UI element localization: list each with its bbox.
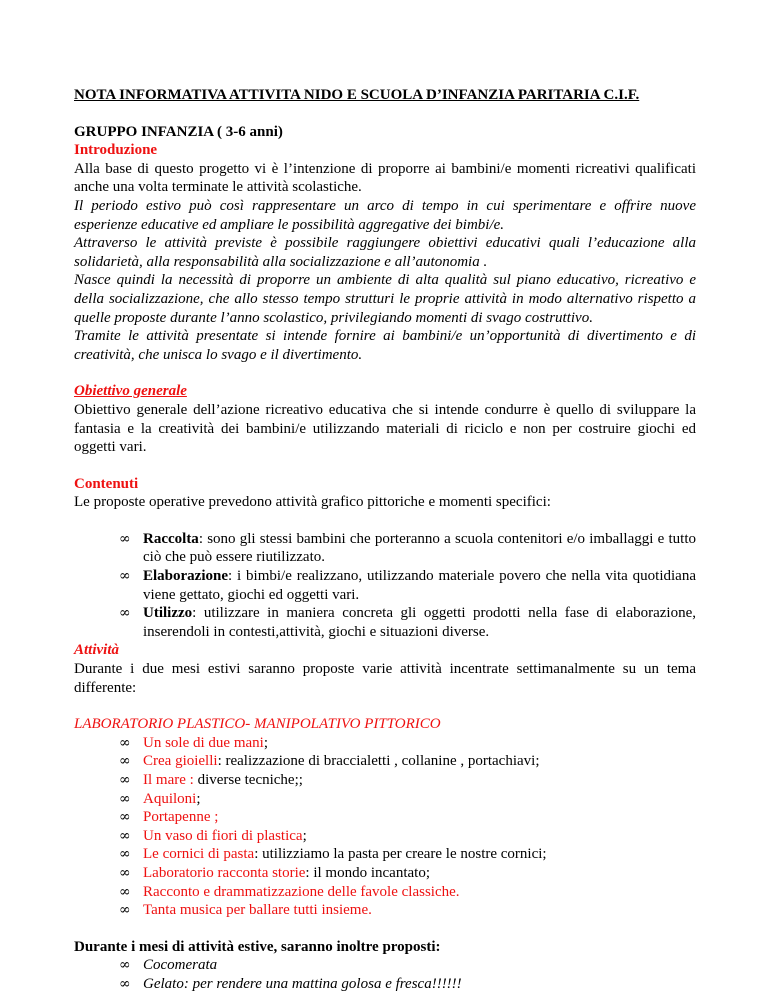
bullet-icon: ∞	[119, 790, 131, 807]
bullet-icon: ∞	[119, 753, 131, 770]
list-item	[74, 883, 696, 902]
list-item	[74, 901, 696, 920]
document-title: NOTA INFORMATIVA ATTIVITA NIDO E SCUOLA D’INFANZIA PARITARIA C.I.F.	[74, 87, 640, 103]
list-item	[74, 864, 696, 883]
objective-heading: Obiettivo generale	[74, 383, 187, 400]
list-item	[74, 771, 696, 790]
list-item	[74, 567, 696, 604]
lab-item-detail: : il mondo incantato;	[305, 864, 430, 881]
bullet-icon: ∞	[119, 809, 131, 826]
bullet-icon: ∞	[119, 975, 131, 992]
list-item	[74, 956, 696, 975]
lab-item-detail: : realizzazione di braccialetti , collanine , portachiavi;	[217, 753, 540, 770]
bullet-icon: ∞	[119, 846, 131, 863]
content-term: Utilizzo	[143, 605, 193, 622]
lab-heading: LABORATORIO PLASTICO- MANIPOLATIVO PITTORICO	[74, 716, 441, 733]
lab-item-detail: ;	[196, 790, 201, 807]
lab-item-title: Crea gioielli	[143, 753, 218, 770]
bullet-icon: ∞	[119, 864, 131, 881]
lab-item-title: Un sole di due mani	[143, 734, 264, 751]
extra-heading: Durante i mesi di attività estive, saranno inoltre proposti:	[74, 938, 441, 955]
bullet-icon: ∞	[119, 568, 131, 585]
list-item	[74, 808, 696, 827]
intro-paragraph-5: Tramite le attività presentate si intende fornire ai bambini/e un’opportunità di divertimento e di creatività, che unisca lo svago e il divertimento.	[74, 328, 696, 363]
contents-heading: Contenuti	[74, 475, 139, 492]
extra-item-text: Gelato: per rendere una mattina golosa e fresca!!!!!!	[143, 975, 462, 992]
bullet-icon: ∞	[119, 772, 131, 788]
lab-item-title: Laboratorio racconta storie	[143, 864, 306, 881]
lab-item-title: Tanta musica per ballare tutti insieme.	[143, 902, 372, 919]
bullet-icon: ∞	[119, 734, 131, 751]
activities-heading: Attività	[74, 642, 119, 659]
bullet-icon: ∞	[119, 957, 131, 974]
bullet-icon: ∞	[119, 883, 131, 900]
lab-item-detail: ;	[263, 734, 268, 751]
list-item	[74, 827, 696, 846]
bullet-icon: ∞	[119, 530, 131, 547]
list-item	[74, 845, 696, 864]
bullet-icon: ∞	[119, 605, 131, 622]
content-text: : utilizzare in maniera concreta gli oggetti prodotti nella fase di elaborazione, inserendoli in contesti,attività, giochi e situazioni diverse.	[143, 605, 696, 640]
activities-text: Durante i due mesi estivi saranno proposte varie attività incentrate settimanalmente su un tema differente:	[74, 661, 696, 696]
group-heading: GRUPPO INFANZIA ( 3-6 anni)	[74, 123, 283, 140]
intro-paragraph-1: Alla base di questo progetto vi è l’intenzione di proporre ai bambini/e momenti ricreativi qualificati anche una volta terminate le attività scolastiche.	[74, 160, 696, 196]
list-item	[74, 530, 696, 567]
lab-item-title: Le cornici di pasta	[143, 846, 255, 863]
document-page	[74, 86, 696, 994]
content-term: Raccolta	[143, 530, 199, 547]
lab-item-title: Il mare :	[143, 772, 194, 788]
objective-text: Obiettivo generale dell’azione ricreativo educativa che si intende condurre è quello di sviluppare la fantasia e la creatività dei bambini/e utilizzando materiali di riciclo e non per costruire giochi ed oggetti vari.	[74, 401, 696, 456]
lab-item-title: Portapenne ;	[143, 809, 219, 826]
list-item	[74, 734, 696, 753]
list-item	[74, 790, 696, 809]
list-item	[74, 975, 696, 994]
contents-list	[74, 530, 696, 642]
content-term: Elaborazione	[143, 568, 228, 585]
lab-item-title: Aquiloni	[143, 790, 197, 807]
list-item	[74, 604, 696, 641]
lab-item-detail: : utilizziamo la pasta per creare le nostre cornici;	[254, 846, 547, 863]
content-text: : sono gli stessi bambini che porteranno a scuola contenitori e/o imballaggi e tutto ciò che può essere riutilizzato.	[143, 530, 696, 566]
lab-item-detail: diverse tecniche;;	[193, 772, 303, 788]
lab-list	[74, 734, 696, 920]
intro-paragraph-3: Attraverso le attività previste è possibile raggiungere obiettivi educativi quali l’educazione alla solidarietà, alla responsabilità alla socializzazione e all’autonomia .	[74, 235, 696, 270]
lab-item-detail: ;	[302, 827, 307, 844]
bullet-icon: ∞	[119, 827, 131, 844]
intro-paragraph-4: Nasce quindi la necessità di proporre un ambiente di alta qualità sul piano educativo, ricreativo e della socializzazione, che allo stesso tempo strutturi le proprie attività in modo alternativo rispetto a quelle proposte durante l’anno scolastico, privilegiando momenti di svago costruttivo.	[74, 272, 696, 326]
intro-heading: Introduzione	[74, 142, 158, 159]
intro-paragraph-2: Il periodo estivo può così rappresentare un arco di tempo in cui sperimentare e offrire nuove esperienze educative ed ampliare le possibilità aggregative dei bimbi/e.	[74, 197, 696, 233]
content-text: : i bimbi/e realizzano, utilizzando materiale povero che nella vita quotidiana viene gettato, giochi ed oggetti vari.	[143, 568, 696, 603]
extra-item-text: Cocomerata	[143, 957, 218, 974]
bullet-icon: ∞	[119, 902, 131, 919]
lab-item-title: Un vaso di fiori di plastica	[143, 827, 303, 844]
contents-intro: Le proposte operative prevedono attività grafico pittoriche e momenti specifici:	[74, 494, 551, 511]
lab-item-title: Racconto e drammatizzazione delle favole classiche.	[143, 883, 460, 900]
extra-list	[74, 956, 696, 993]
list-item	[74, 752, 696, 771]
